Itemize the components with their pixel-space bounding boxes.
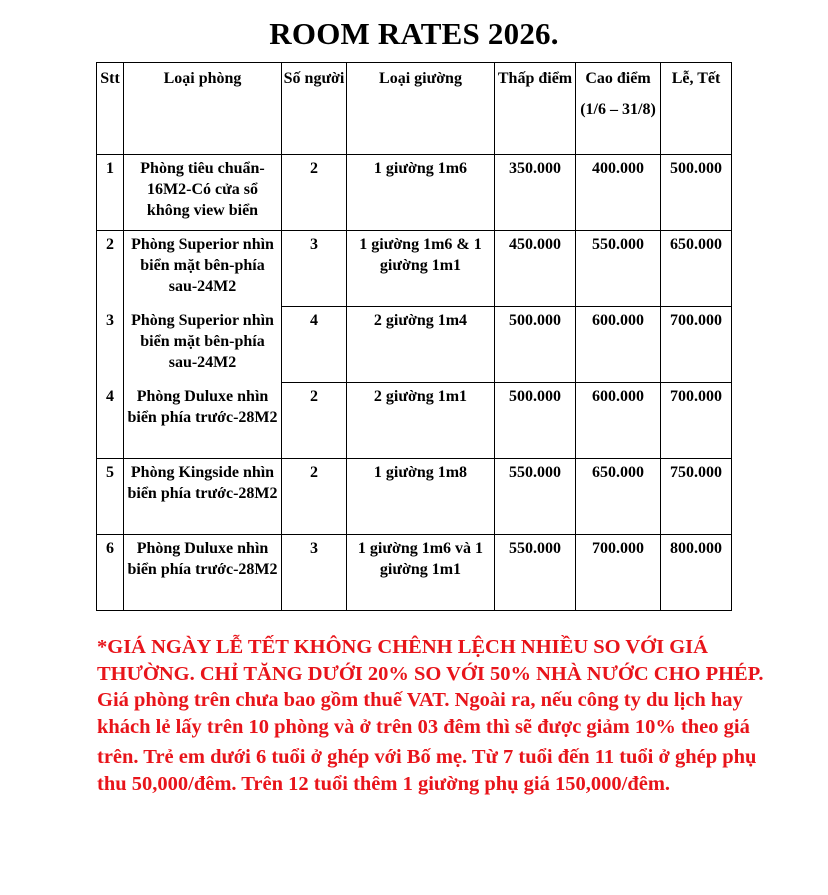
cell-peak-price: 700.000: [576, 535, 661, 611]
header-room-type: Loại phòng: [124, 63, 282, 155]
cell-holiday-price: 500.000: [661, 155, 732, 231]
cell-stt: 5: [97, 459, 124, 535]
table-row: [97, 383, 732, 459]
cell-beds: 1 giường 1m6 và 1 giường 1m1: [347, 535, 495, 611]
cell-holiday-price: 750.000: [661, 459, 732, 535]
cell-low-price: 500.000: [495, 383, 576, 459]
header-guests: Số người: [282, 63, 347, 155]
cell-room: Phòng Superior nhìn biển mặt bên-phía sau-24M2: [124, 307, 282, 383]
cell-guests: 3: [282, 535, 347, 611]
cell-holiday-price: 800.000: [661, 535, 732, 611]
table-row: [97, 459, 732, 535]
header-bed-type: Loại giường: [347, 63, 495, 155]
cell-room: Phòng Superior nhìn biển mặt bên-phía sau-24M2: [124, 231, 282, 307]
page-title: ROOM RATES 2026.: [269, 16, 559, 51]
cell-stt: 2: [97, 231, 124, 307]
cell-beds: 1 giường 1m6: [347, 155, 495, 231]
pricing-note: [97, 634, 787, 797]
cell-stt: 6: [97, 535, 124, 611]
table-row: [97, 307, 732, 383]
table-row: [97, 155, 732, 231]
cell-low-price: 450.000: [495, 231, 576, 307]
pricing-note-text-1: *GIÁ NGÀY LỄ TẾT KHÔNG CHÊNH LỆCH NHIỀU SO VỚI GIÁ THƯỜNG. CHỈ TĂNG DƯỚI 20% SO VỚI 50% NHÀ NƯỚC CHO PHÉP. Giá phòng trên chưa bao gồm thuế VAT. Ngoài ra, nếu công ty du lịch hay khách lẻ lấy trên 10 phòng và ở trên 03 đêm thì sẽ được giảm 10% theo giá: [97, 636, 764, 738]
header-peak-season-label: Cao điểm: [585, 70, 651, 87]
cell-beds: 1 giường 1m6 & 1 giường 1m1: [347, 231, 495, 307]
cell-guests: 4: [282, 307, 347, 383]
cell-room: Phòng Kingside nhìn biển phía trước-28M2: [124, 459, 282, 535]
cell-room: Phòng tiêu chuẩn-16M2-Có cửa sổ không view biển: [124, 155, 282, 231]
cell-low-price: 500.000: [495, 307, 576, 383]
header-holiday: Lễ, Tết: [661, 63, 732, 155]
header-peak-season: [576, 63, 661, 155]
cell-stt: 3: [97, 307, 124, 383]
table-header-row: [97, 63, 732, 155]
cell-room: Phòng Duluxe nhìn biển phía trước-28M2: [124, 383, 282, 459]
cell-holiday-price: 650.000: [661, 231, 732, 307]
pricing-note-text-2: trên. Trẻ em dưới 6 tuổi ở ghép với Bố mẹ. Từ 7 tuổi đến 11 tuổi ở ghép phụ thu 50,000/đêm. Trên 12 tuổi thêm 1 giường phụ giá 150,000/đêm.: [97, 746, 757, 795]
cell-holiday-price: 700.000: [661, 383, 732, 459]
cell-holiday-price: 700.000: [661, 307, 732, 383]
cell-room: Phòng Duluxe nhìn biển phía trước-28M2: [124, 535, 282, 611]
cell-low-price: 350.000: [495, 155, 576, 231]
cell-low-price: 550.000: [495, 535, 576, 611]
cell-peak-price: 600.000: [576, 307, 661, 383]
table-row: [97, 535, 732, 611]
cell-guests: 2: [282, 459, 347, 535]
cell-beds: 2 giường 1m1: [347, 383, 495, 459]
cell-low-price: 550.000: [495, 459, 576, 535]
cell-peak-price: 400.000: [576, 155, 661, 231]
cell-guests: 3: [282, 231, 347, 307]
cell-stt: 1: [97, 155, 124, 231]
cell-guests: 2: [282, 383, 347, 459]
header-peak-season-dates: (1/6 – 31/8): [580, 101, 656, 118]
cell-guests: 2: [282, 155, 347, 231]
cell-beds: 1 giường 1m8: [347, 459, 495, 535]
cell-stt: 4: [97, 383, 124, 459]
cell-beds: 2 giường 1m4: [347, 307, 495, 383]
header-low-season: Thấp điểm: [495, 63, 576, 155]
cell-peak-price: 550.000: [576, 231, 661, 307]
room-rates-table: [96, 62, 732, 611]
cell-peak-price: 600.000: [576, 383, 661, 459]
table-row: [97, 231, 732, 307]
header-stt: Stt: [97, 63, 124, 155]
cell-peak-price: 650.000: [576, 459, 661, 535]
